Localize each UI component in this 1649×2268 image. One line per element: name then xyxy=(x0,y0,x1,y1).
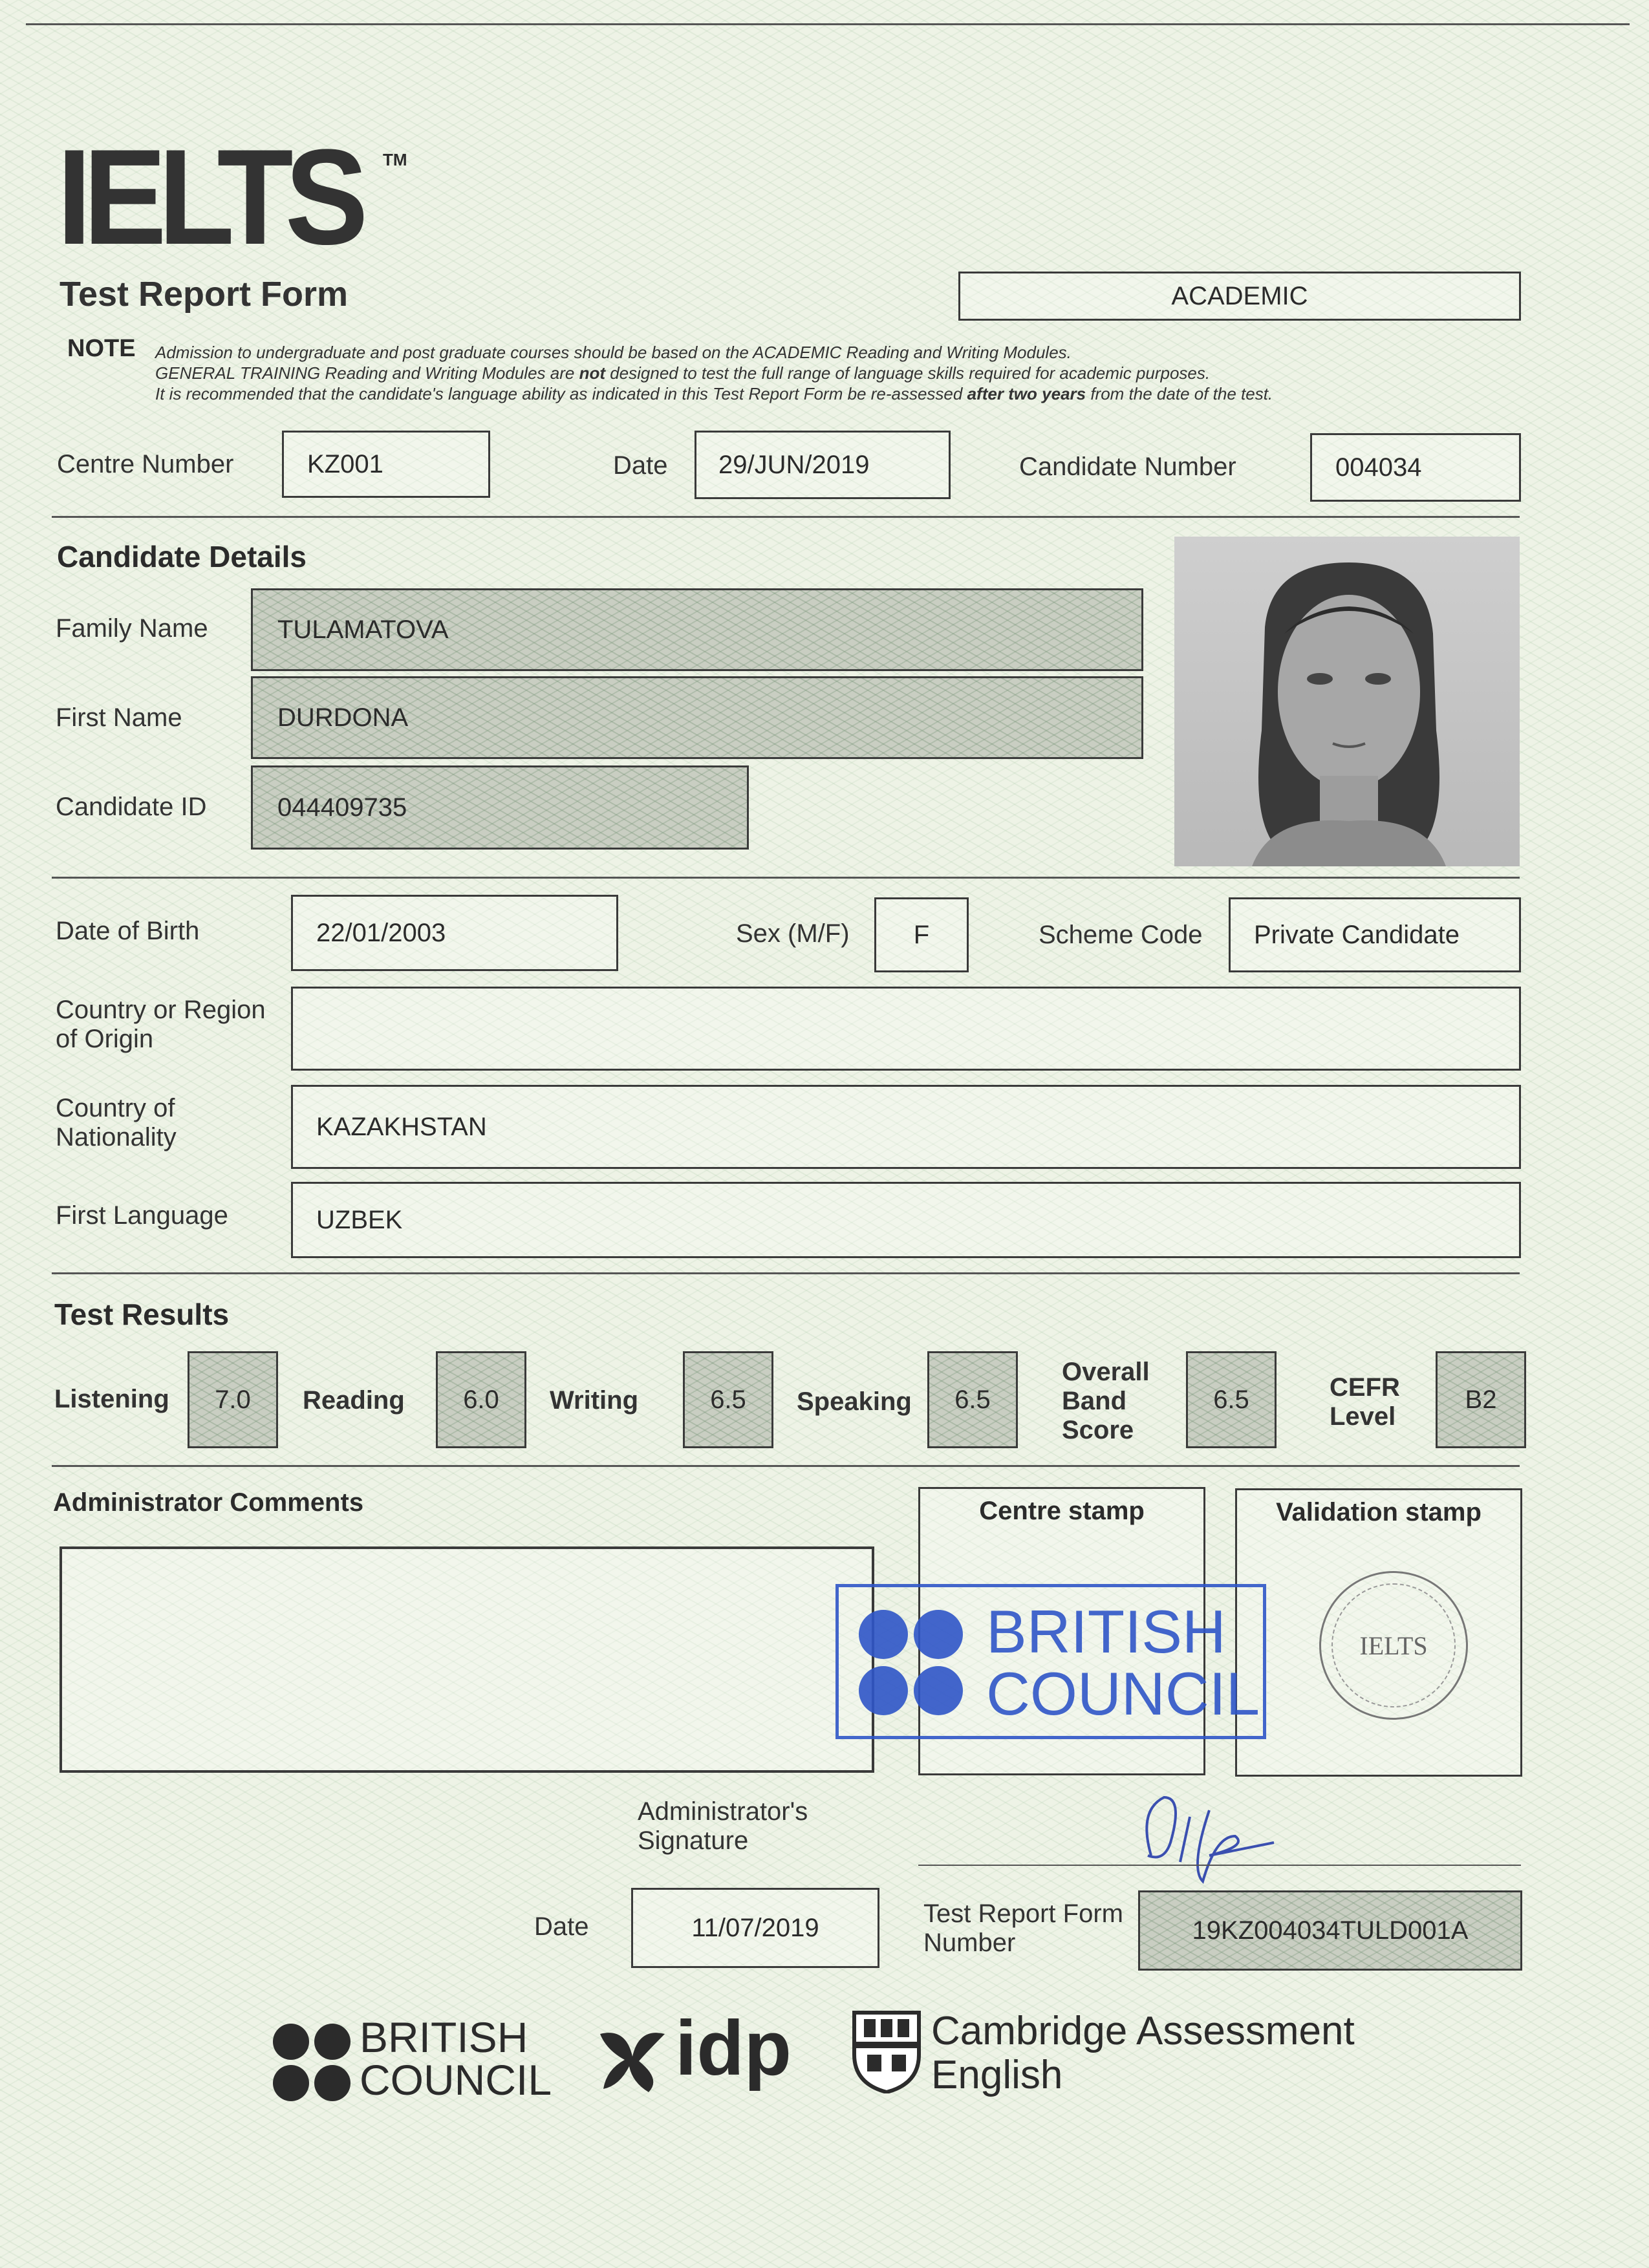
country-origin-label-line2: of Origin xyxy=(56,1024,154,1053)
note-line-2 xyxy=(155,363,1210,383)
bc-logo-line2: COUNCIL xyxy=(360,2056,552,2104)
centre-stamp-label: Centre stamp xyxy=(979,1497,1145,1525)
date-of-birth-label: Date of Birth xyxy=(56,917,200,945)
admin-signature-label-line1: Administrator's xyxy=(638,1797,808,1826)
writing-label: Writing xyxy=(550,1386,639,1415)
overall-score-box xyxy=(1186,1351,1277,1448)
cefr-level-label-line1: CEFR xyxy=(1330,1373,1400,1402)
idp-logo-text: idp xyxy=(675,2005,792,2091)
listening-score-box xyxy=(188,1351,278,1448)
idp-logo-icon xyxy=(594,2021,671,2099)
overall-band-label-line2: Band xyxy=(1062,1386,1126,1415)
listening-label: Listening xyxy=(54,1385,169,1413)
note-line-1: Admission to undergraduate and post graduate courses should be based on the ACADEMIC Reading and Writing Modules. xyxy=(155,343,1072,362)
module-value: ACADEMIC xyxy=(1171,281,1308,310)
candidate-number-value: 004034 xyxy=(1335,453,1422,482)
overall-band-label xyxy=(1062,1358,1150,1444)
sex-field xyxy=(874,897,969,972)
trf-number-label-line2: Number xyxy=(923,1928,1016,1957)
note-line-3c: from the date of the test. xyxy=(1086,384,1273,403)
module-box xyxy=(958,272,1521,321)
note-line-2c: designed to test the full range of language skills required for academic purposes. xyxy=(605,363,1211,383)
overall-band-label-line1: Overall xyxy=(1062,1358,1150,1386)
admin-comments-box xyxy=(59,1546,874,1773)
first-language-field xyxy=(291,1182,1521,1258)
date-of-birth-value: 22/01/2003 xyxy=(316,918,446,947)
first-name-value: DURDONA xyxy=(277,703,409,732)
portrait-silhouette xyxy=(1174,537,1520,866)
issue-date-value: 11/07/2019 xyxy=(691,1913,819,1942)
cefr-level-label xyxy=(1330,1373,1400,1431)
test-date-value: 29/JUN/2019 xyxy=(718,450,870,479)
signature-line xyxy=(918,1865,1521,1866)
stamp-dots-icon xyxy=(854,1605,971,1722)
form-title: Test Report Form xyxy=(59,275,349,314)
british-council-logo-text xyxy=(360,2013,552,2104)
stamp-line-2: COUNCIL xyxy=(986,1660,1260,1728)
candidate-number-label: Candidate Number xyxy=(1019,453,1236,481)
reading-label: Reading xyxy=(303,1386,405,1415)
speaking-score: 6.5 xyxy=(954,1385,991,1414)
reading-score: 6.0 xyxy=(463,1385,499,1414)
scheme-code-label: Scheme Code xyxy=(1039,921,1203,949)
note-line-3a: It is recommended that the candidate's language ability as indicated in this Test Report Form be re-assessed xyxy=(155,384,967,403)
validation-stamp-label: Validation stamp xyxy=(1276,1498,1482,1526)
validation-seal-ring xyxy=(1331,1583,1456,1707)
cambridge-logo-text xyxy=(931,2009,1355,2097)
cambridge-line2: English xyxy=(931,2053,1063,2098)
writing-score-box xyxy=(683,1351,773,1448)
bc-logo-line1: BRITISH xyxy=(360,2013,528,2061)
validation-seal xyxy=(1319,1571,1468,1720)
trf-number-field xyxy=(1138,1890,1522,1971)
candidate-number-field xyxy=(1310,433,1521,502)
note-label: NOTE xyxy=(67,335,136,362)
note-line-2a: GENERAL TRAINING Reading and Writing Modules are xyxy=(155,363,579,383)
test-date-field xyxy=(695,431,951,499)
admin-signature xyxy=(1112,1784,1280,1901)
admin-comments-label: Administrator Comments xyxy=(53,1488,364,1517)
centre-number-label: Centre Number xyxy=(57,450,234,478)
date-of-birth-field xyxy=(291,895,618,971)
nationality-field xyxy=(291,1085,1521,1169)
first-name-label: First Name xyxy=(56,703,182,732)
centre-number-field xyxy=(282,431,490,498)
country-origin-label-line1: Country or Region xyxy=(56,996,266,1024)
candidate-photo xyxy=(1174,537,1520,866)
cefr-level-label-line2: Level xyxy=(1330,1402,1396,1431)
candidate-id-field xyxy=(251,765,749,850)
sex-value: F xyxy=(913,920,930,949)
test-date-label: Date xyxy=(613,451,668,480)
family-name-value: TULAMATOVA xyxy=(277,615,449,644)
scheme-code-field xyxy=(1229,897,1521,972)
first-name-field xyxy=(251,676,1143,759)
first-language-value: UZBEK xyxy=(316,1205,403,1234)
nationality-label-line1: Country of xyxy=(56,1094,175,1122)
cambridge-shield-icon xyxy=(851,2009,922,2093)
candidate-id-label: Candidate ID xyxy=(56,793,207,821)
overall-band-label-line3: Score xyxy=(1062,1415,1134,1444)
divider-3 xyxy=(52,1272,1520,1274)
nationality-value: KAZAKHSTAN xyxy=(316,1112,487,1141)
listening-score: 7.0 xyxy=(215,1385,251,1414)
centre-number-value: KZ001 xyxy=(307,449,383,478)
cefr-level-box xyxy=(1436,1351,1526,1448)
top-border xyxy=(26,23,1630,25)
speaking-score-box xyxy=(927,1351,1018,1448)
divider-1 xyxy=(52,516,1520,518)
note-line-3 xyxy=(155,384,1273,404)
issue-date-field xyxy=(631,1888,879,1968)
divider-2 xyxy=(52,877,1520,879)
nationality-label-line2: Nationality xyxy=(56,1122,177,1151)
divider-4 xyxy=(52,1465,1520,1467)
note-line-2b: not xyxy=(579,363,605,383)
first-language-label: First Language xyxy=(56,1201,228,1230)
country-origin-label xyxy=(56,996,266,1054)
family-name-label: Family Name xyxy=(56,614,208,643)
writing-score: 6.5 xyxy=(710,1385,746,1414)
test-results-title: Test Results xyxy=(54,1298,230,1331)
validation-seal-text: IELTS xyxy=(1359,1631,1428,1660)
trf-number-label xyxy=(923,1899,1123,1958)
scheme-code-value: Private Candidate xyxy=(1254,920,1460,949)
speaking-label: Speaking xyxy=(797,1387,912,1416)
nationality-label xyxy=(56,1094,177,1152)
admin-signature-label xyxy=(638,1797,808,1856)
overall-score: 6.5 xyxy=(1213,1385,1249,1414)
issue-date-label: Date xyxy=(534,1912,589,1941)
sex-label: Sex (M/F) xyxy=(736,919,850,948)
cefr-level: B2 xyxy=(1465,1385,1497,1414)
note-line-3b: after two years xyxy=(967,384,1086,403)
trf-number-value: 19KZ004034TULD001A xyxy=(1192,1916,1469,1945)
british-council-logo-icon xyxy=(270,2021,353,2104)
candidate-id-value: 044409735 xyxy=(277,793,407,822)
reading-score-box xyxy=(436,1351,526,1448)
trademark-mark: TM xyxy=(383,150,407,169)
country-origin-field xyxy=(291,987,1521,1071)
stamp-line-1: BRITISH xyxy=(986,1598,1226,1665)
cambridge-line1: Cambridge Assessment xyxy=(931,2009,1355,2053)
family-name-field xyxy=(251,588,1143,671)
admin-signature-label-line2: Signature xyxy=(638,1826,749,1855)
british-council-stamp xyxy=(835,1584,1266,1739)
ielts-logo: IELTS xyxy=(57,121,360,273)
trf-number-label-line1: Test Report Form xyxy=(923,1899,1123,1928)
candidate-details-title: Candidate Details xyxy=(57,540,307,573)
